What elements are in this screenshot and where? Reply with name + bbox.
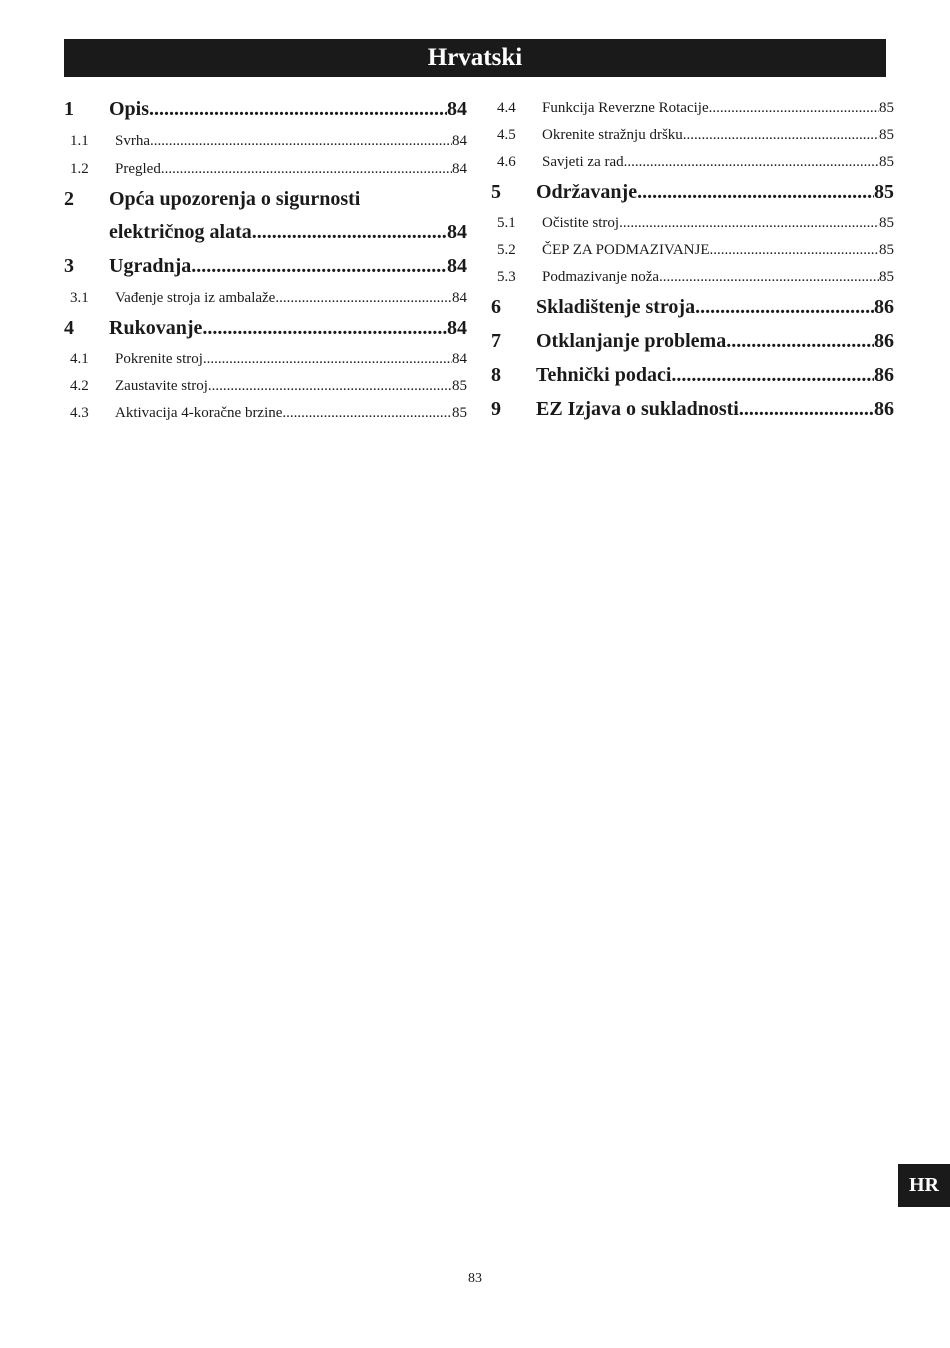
toc-number: 4.3 (70, 405, 89, 421)
toc-title: Opća upozorenja o sigurnosti (109, 188, 361, 210)
toc-leader (149, 98, 447, 121)
toc-entry[interactable] (491, 330, 894, 353)
toc-leader (150, 133, 452, 150)
toc-page: 84 (452, 351, 467, 367)
toc-number: 7 (491, 330, 501, 352)
toc-page: 86 (874, 330, 894, 352)
toc-entry[interactable] (64, 290, 467, 307)
toc-leader (695, 296, 874, 319)
toc-leader (726, 330, 874, 353)
toc-leader (710, 242, 879, 259)
toc-entry[interactable] (491, 154, 894, 171)
toc-page: 86 (874, 398, 894, 420)
toc-title: Rukovanje (109, 317, 203, 339)
toc-title: Opis (109, 98, 150, 120)
toc-leader (637, 181, 874, 204)
toc-number: 2 (64, 188, 74, 210)
toc-page: 86 (874, 296, 894, 318)
toc-leader (619, 215, 879, 232)
toc-leader (671, 364, 874, 387)
toc-entry[interactable] (491, 215, 894, 232)
toc-entry[interactable] (64, 188, 467, 211)
toc-title: Skladištenje stroja (536, 296, 696, 318)
toc-page: 84 (447, 317, 467, 339)
toc-leader (203, 351, 452, 368)
toc-page: 85 (879, 269, 894, 285)
toc-leader (252, 221, 447, 244)
toc-entry[interactable] (491, 364, 894, 387)
toc-number: 4.4 (497, 100, 516, 116)
toc-title: Ugradnja (109, 255, 192, 277)
page-number: 83 (468, 1271, 482, 1286)
toc-title: Aktivacija 4-koračne brzine (115, 405, 283, 421)
toc-leader (161, 161, 452, 178)
toc-number: 3.1 (70, 290, 89, 306)
toc-number: 8 (491, 364, 501, 386)
toc-number: 4.1 (70, 351, 89, 367)
toc-page: 85 (874, 181, 894, 203)
toc-entry[interactable] (491, 269, 894, 286)
toc-leader (202, 317, 447, 340)
language-tab (898, 1164, 950, 1207)
toc-leader (683, 127, 879, 144)
toc-leader (624, 154, 879, 171)
toc-title: Okrenite stražnju dršku (542, 127, 683, 143)
toc-entry[interactable] (64, 133, 467, 150)
toc-entry[interactable] (64, 317, 467, 340)
toc-number: 4.2 (70, 378, 89, 394)
toc-entry[interactable] (64, 161, 467, 178)
toc-page: 85 (452, 405, 467, 421)
toc-leader (739, 398, 874, 421)
toc-page: 85 (879, 100, 894, 116)
toc-entry[interactable] (491, 398, 894, 421)
section-banner (64, 39, 886, 77)
toc-number: 4.6 (497, 154, 516, 170)
toc-entry[interactable] (491, 100, 894, 117)
toc-leader (659, 269, 879, 286)
toc-title: Pokrenite stroj (115, 351, 203, 367)
toc-entry[interactable] (64, 351, 467, 368)
toc-number: 6 (491, 296, 501, 318)
toc-page: 85 (452, 378, 467, 394)
toc-number: 5 (491, 181, 501, 203)
toc-entry[interactable] (64, 405, 467, 422)
toc-page: 84 (452, 161, 467, 177)
toc-entry[interactable] (491, 296, 894, 319)
toc-number: 5.3 (497, 269, 516, 285)
toc-title: Funkcija Reverzne Rotacije (542, 100, 709, 116)
toc-title: Podmazivanje noža (542, 269, 660, 285)
toc-number: 5.2 (497, 242, 516, 258)
toc-title: Savjeti za rad (542, 154, 624, 170)
toc-page: 86 (874, 364, 894, 386)
toc-entry[interactable] (64, 255, 467, 278)
toc-page: 85 (879, 242, 894, 258)
toc-title: Pregled (115, 161, 161, 177)
toc-page: 84 (452, 290, 467, 306)
toc-title: Zaustavite stroj (115, 378, 208, 394)
toc-number: 1 (64, 98, 74, 120)
toc-entry[interactable] (64, 221, 467, 244)
toc-page: 84 (447, 255, 467, 277)
toc-page: 84 (447, 221, 467, 243)
toc-page: 84 (447, 98, 467, 120)
toc-leader (275, 290, 452, 307)
toc-leader (191, 255, 447, 278)
toc-title: Održavanje (536, 181, 638, 203)
toc-leader (709, 100, 879, 117)
toc-title: Očistite stroj (542, 215, 620, 231)
toc-entry[interactable] (491, 181, 894, 204)
toc-entry[interactable] (64, 98, 467, 121)
language-tab-label: HR (909, 1174, 939, 1196)
toc-number: 1.1 (70, 133, 89, 149)
toc-entry[interactable] (491, 242, 894, 259)
toc-entry[interactable] (491, 127, 894, 144)
toc-page: 85 (879, 127, 894, 143)
toc-number: 1.2 (70, 161, 89, 177)
toc-entry[interactable] (64, 378, 467, 395)
toc-number: 3 (64, 255, 74, 277)
toc-title: Otklanjanje problema (536, 330, 727, 352)
toc-title: Svrha (115, 133, 150, 149)
toc-title: Tehnički podaci (536, 364, 672, 386)
toc-page: 84 (452, 133, 467, 149)
toc-title: ČEP ZA PODMAZIVANJE (542, 242, 710, 258)
toc-title: električnog alata (109, 221, 252, 243)
toc-title: EZ Izjava o sukladnosti (536, 398, 739, 420)
toc-leader (208, 378, 452, 395)
toc-number: 9 (491, 398, 501, 420)
toc-number: 4.5 (497, 127, 516, 143)
toc-page: 85 (879, 215, 894, 231)
toc-number: 5.1 (497, 215, 516, 231)
page-title: Hrvatski (427, 44, 523, 71)
toc-leader (282, 405, 452, 422)
toc-number: 4 (64, 317, 74, 339)
toc-page: 85 (879, 154, 894, 170)
toc-title: Vađenje stroja iz ambalaže (115, 290, 276, 306)
